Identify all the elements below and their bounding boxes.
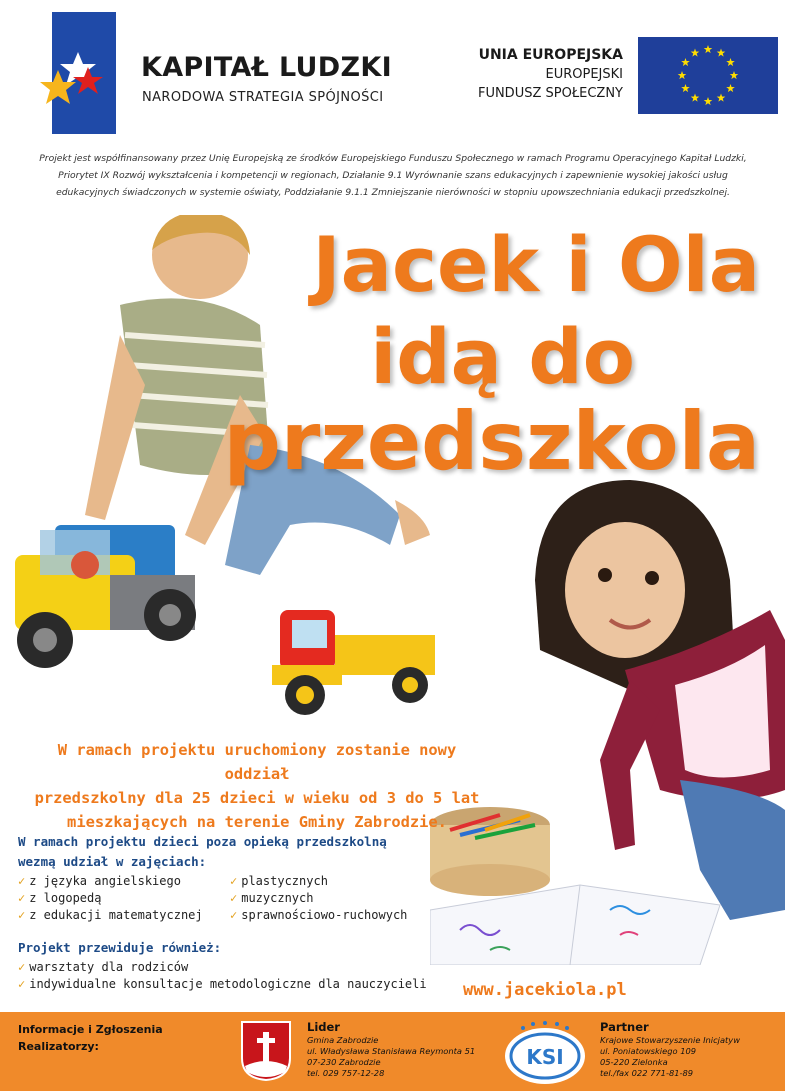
- also-list: [18, 959, 427, 993]
- poster-title-line-3: przedszkola: [223, 395, 760, 488]
- eu-flag-icon: [638, 37, 778, 114]
- eu-title: UNIA EUROPEJSKA: [478, 47, 623, 63]
- poster-title-line-2: idą do: [370, 312, 635, 401]
- partner-line: ul. Poniatowskiego 109: [600, 1046, 697, 1056]
- lider-title: Lider: [307, 1020, 340, 1034]
- list-item-label: z edukacji matematycznej: [29, 908, 203, 922]
- lider-line: 07-230 Zabrodzie: [307, 1057, 381, 1067]
- checkmark-icon: ✓: [18, 960, 26, 974]
- checkmark-icon: ✓: [18, 908, 26, 922]
- announcement-line: mieszkających na terenie Gminy Zabrodzie.: [67, 813, 447, 831]
- poster-title-line-1: Jacek i Ola: [312, 220, 760, 309]
- lider-line: ul. Władysława Stanisława Reymonta 51: [307, 1046, 476, 1056]
- activities-list-left: [18, 873, 203, 924]
- checkmark-icon: ✓: [18, 891, 26, 905]
- eu-text-block: [478, 46, 623, 103]
- list-item-label: warsztaty dla rodziców: [29, 960, 189, 974]
- list-item-label: plastycznych: [241, 874, 328, 888]
- list-item-label: indywidualne konsultacje metodologiczne dla nauczycieli: [29, 977, 427, 991]
- list-item: [18, 907, 203, 924]
- activities-list-right: [230, 873, 407, 924]
- list-item: [18, 873, 203, 890]
- eu-line: FUNDUSZ SPOŁECZNY: [477, 86, 623, 101]
- checkmark-icon: ✓: [230, 874, 238, 888]
- lider-line: Gmina Zabrodzie: [307, 1035, 379, 1045]
- kapital-ludzki-subtitle: NARODOWA STRATEGIA SPÓJNOŚCI: [142, 90, 384, 105]
- kapital-ludzki-logo: [38, 12, 116, 134]
- ksi-logo-text: KSI: [526, 1045, 564, 1069]
- announcement-line: przedszkolny dla 25 dzieci w wieku od 3 do 5 lat: [34, 789, 480, 807]
- checkmark-icon: ✓: [18, 874, 26, 888]
- list-item: [18, 959, 427, 976]
- activities-heading-line: W ramach projektu dzieci poza opieką przedszkolną: [18, 834, 387, 849]
- list-item: [230, 873, 407, 890]
- lider-line: tel. 029 757-12-28: [307, 1068, 385, 1078]
- announcement-line: W ramach projektu uruchomiony zostanie nowy oddział: [57, 741, 457, 783]
- coat-of-arms-icon: [240, 1020, 292, 1082]
- checkmark-icon: ✓: [230, 908, 238, 922]
- also-heading: Projekt przewiduje również:: [18, 940, 222, 955]
- partner-line: tel./fax 022 771-81-89: [600, 1068, 694, 1078]
- checkmark-icon: ✓: [230, 891, 238, 905]
- activities-heading: [18, 832, 408, 872]
- ksi-logo: [503, 1018, 587, 1086]
- eu-line: EUROPEJSKI: [545, 67, 623, 82]
- lider-block: [307, 1020, 475, 1079]
- list-item: [18, 890, 203, 907]
- list-item: [18, 976, 427, 993]
- website-link[interactable]: www.jacekiola.pl: [463, 980, 627, 1000]
- list-item-label: sprawnościowo-ruchowych: [241, 908, 408, 922]
- partner-line: Krajowe Stowarzyszenie Inicjatyw: [600, 1035, 740, 1045]
- list-item-label: z języka angielskiego: [29, 874, 181, 888]
- activities-heading-line: wezmą udział w zajęciach:: [18, 854, 207, 869]
- list-item-label: muzycznych: [241, 891, 314, 905]
- list-item: [230, 890, 407, 907]
- announcement: [22, 738, 492, 834]
- footer-info-label: [18, 1021, 163, 1055]
- footer-info-line: Informacje i Zgłoszenia: [18, 1023, 163, 1036]
- partner-block: [600, 1020, 740, 1079]
- list-item-label: z logopedą: [29, 891, 102, 905]
- funding-statement: Projekt jest współfinansowany przez Unię Europejską ze środków Europejskiego Funduszu Społecznego w ramach Programu Operacyjnego Kapitał Ludzki, Priorytet IX Rozwój wykształcenia i kompetencji w regionach, Działanie 9.1 Wyrównanie szans edukacyjnych i zapewnienie wysokiej jakości usług edukacyjnych świadczonych w systemie oświaty, Poddziałanie 9.1.1 Zmniejszanie nierówności w stopniu upowszechniania edukacji przedszkolnej.: [39, 153, 747, 198]
- footer-info-line: Realizatorzy:: [18, 1040, 99, 1053]
- checkmark-icon: ✓: [18, 977, 26, 991]
- partner-line: 05-220 Zielonka: [600, 1057, 668, 1067]
- partner-title: Partner: [600, 1020, 649, 1034]
- list-item: [230, 907, 407, 924]
- kapital-ludzki-title: KAPITAŁ LUDZKI: [141, 52, 392, 83]
- girl-drawing-photo: [430, 470, 785, 965]
